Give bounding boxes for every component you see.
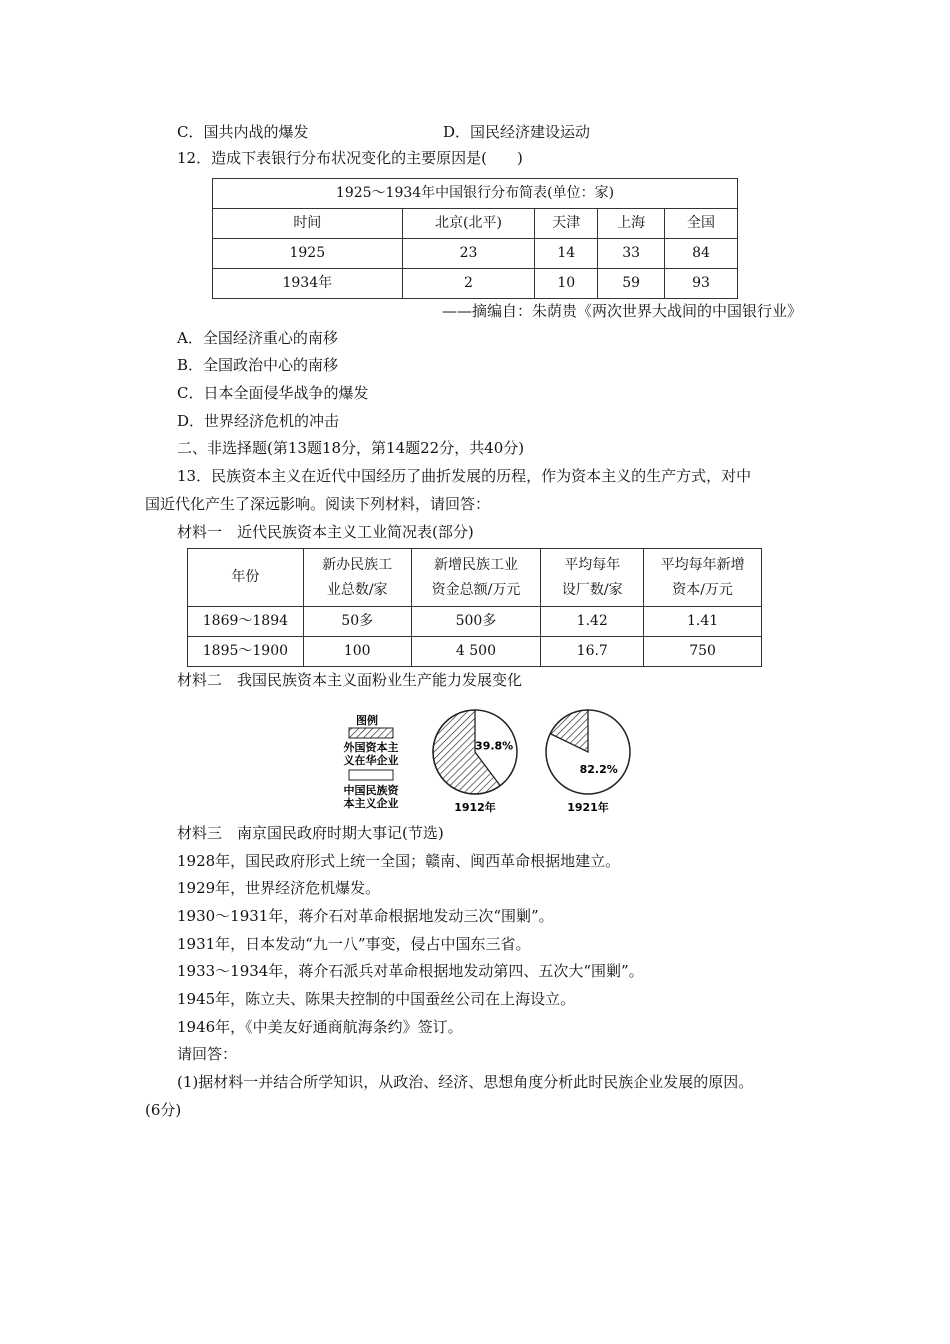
legend-swatch-domestic [349,770,393,780]
industry-cell: 500多 [411,607,541,637]
legend-label-foreign-1: 外国资本主 [343,741,399,754]
q12-option-b: B．全国政治中心的南移 [177,356,339,374]
pie-value-label: 39.8% [475,739,514,753]
q12-option-d: D．世界经济危机的冲击 [177,412,340,430]
industry-cell: 100 [303,637,411,667]
industry-cell: 4 500 [411,637,541,667]
industry-cell: 1869～1894 [188,607,304,637]
legend-label-foreign-2: 义在华企业 [343,754,399,767]
event-item: 1928年，国民政府形式上统一全国；赣南、闽西革命根据地建立。 [177,852,621,870]
material1-title: 材料一 近代民族资本主义工业简况表(部分) [177,523,474,541]
section-title: 二、非选择题(第13题18分，第14题22分，共40分) [177,439,525,457]
bank-table [212,178,738,299]
industry-header-cell [188,549,304,607]
bank-cell: 1934年 [213,269,403,299]
header-text: 平均每年新增 [660,556,745,573]
header-text: 资金总额/万元 [431,581,521,598]
event-item: 1931年，日本发动“九一八”事变，侵占中国东三省。 [177,935,531,953]
q12-option-c: C．日本全面侵华战争的爆发 [177,384,369,402]
q13-intro-line1: 13．民族资本主义在近代中国经历了曲折发展的历程，作为资本主义的生产方式，对中 [177,467,752,485]
industry-cell: 750 [644,637,762,667]
pie-value-label: 82.2% [579,763,618,777]
event-item: 1933～1934年，蒋介石派兵对革命根据地发动第四、五次大“围剿”。 [177,962,644,980]
event-item: 1945年，陈立夫、陈果夫控制的中国蚕丝公司在上海设立。 [177,990,576,1008]
bank-cell: 10 [535,269,598,299]
industry-table [187,548,762,667]
bank-cell: 93 [665,269,738,299]
q11-option-d: D．国民经济建设运动 [443,123,591,141]
pie-year-label: 1921年 [567,801,609,814]
bank-cell: 23 [402,239,535,269]
q11-option-c: C．国共内战的爆发 [177,123,309,141]
event-item: 1930～1931年，蒋介石对革命根据地发动三次“围剿”。 [177,907,554,925]
industry-header-cell [411,549,541,607]
table-row [188,607,762,637]
q13-intro-line2: 国近代化产生了深远影响。阅读下列材料，请回答： [145,495,491,513]
bank-header-cell: 时间 [213,209,403,239]
bank-cell: 33 [598,239,665,269]
ask-label: 请回答： [177,1045,238,1063]
industry-header-cell [541,549,644,607]
legend-swatch-foreign [349,728,393,738]
bank-cell: 2 [402,269,535,299]
bank-cell: 1925 [213,239,403,269]
bank-header-cell: 北京(北平) [402,209,535,239]
header-text: 年份 [231,569,260,585]
material3-title: 材料三 南京国民政府时期大事记(节选) [177,824,444,842]
header-text: 业总数/家 [326,581,388,598]
table-row [188,637,762,667]
industry-cell: 50多 [303,607,411,637]
industry-header-cell [303,549,411,607]
industry-cell: 1895～1900 [188,637,304,667]
header-text: 设厂数/家 [561,581,623,598]
header-text: 新增民族工业 [433,556,518,573]
q12-stem: 12．造成下表银行分布状况变化的主要原因是( ) [177,149,523,167]
legend-label-domestic-1: 中国民族资 [343,784,399,797]
table-row [213,269,738,299]
subquestion-1-line2: (6分) [145,1101,182,1119]
pie-year-label: 1912年 [454,801,496,814]
industry-cell: 16.7 [541,637,644,667]
legend-label-domestic-2: 本主义企业 [343,797,399,810]
bank-header-cell: 天津 [535,209,598,239]
header-text: 资本/万元 [672,581,733,598]
bank-header-cell: 全国 [665,209,738,239]
event-item: 1929年，世界经济危机爆发。 [177,879,381,897]
bank-cell: 59 [598,269,665,299]
event-item: 1946年，《中美友好通商航海条约》签订。 [177,1018,463,1036]
subquestion-1-line1: (1)据材料一并结合所学知识，从政治、经济、思想角度分析此时民族企业发展的原因。 [177,1073,754,1091]
header-text: 平均每年 [564,556,621,573]
industry-header-cell [644,549,762,607]
q12-option-a: A．全国经济重心的南移 [177,329,338,347]
bank-header-cell: 上海 [598,209,665,239]
bank-cell: 14 [535,239,598,269]
material2-title: 材料二 我国民族资本主义面粉业生产能力发展变化 [177,671,523,689]
bank-cell: 84 [665,239,738,269]
flour-pie-chart [330,700,640,816]
industry-cell: 1.42 [541,607,644,637]
bank-table-title: 1925～1934年中国银行分布简表(单位：家) [213,179,738,209]
header-text: 新办民族工 [322,556,393,573]
legend-title: 图例 [356,714,378,727]
bank-table-source: ——摘编自：朱荫贵《两次世界大战间的中国银行业》 [441,302,802,320]
industry-cell: 1.41 [644,607,762,637]
table-row [213,239,738,269]
